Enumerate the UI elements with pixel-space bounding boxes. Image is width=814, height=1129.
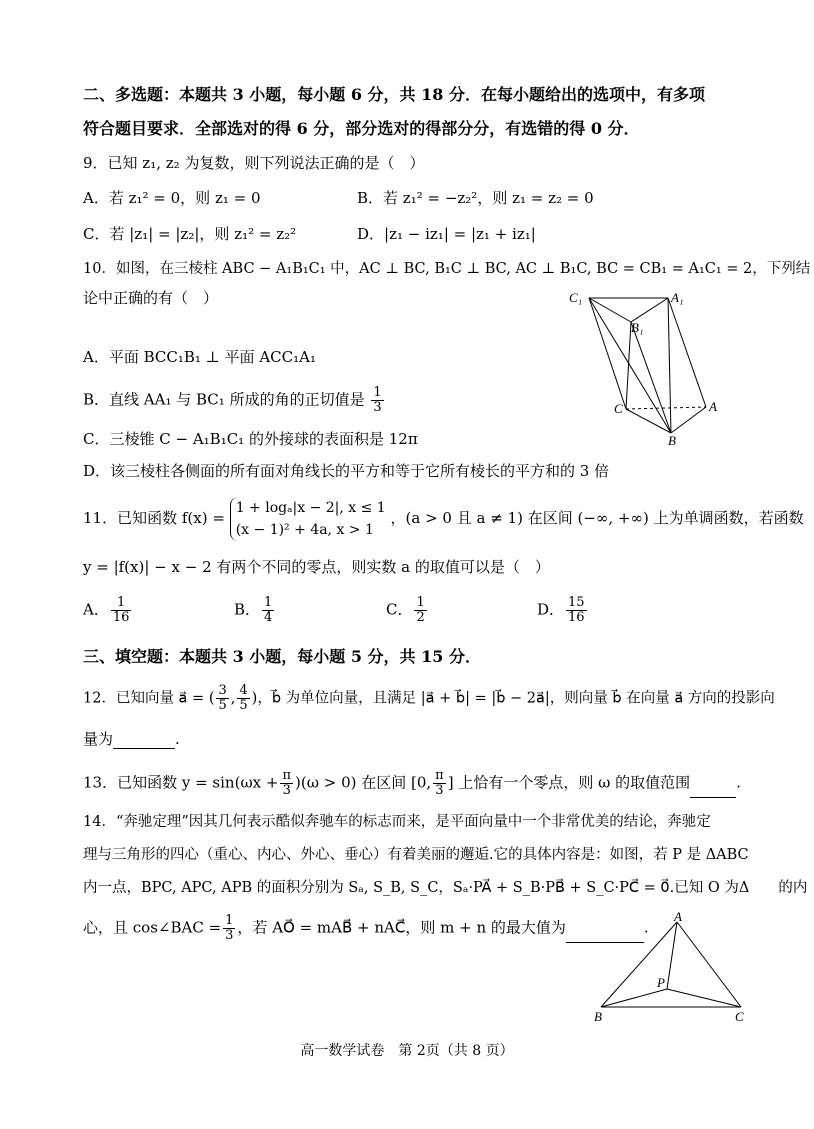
- q11-option-d-fraction: [566, 596, 587, 625]
- label-a: A: [709, 399, 717, 414]
- label-b: B: [594, 1009, 602, 1024]
- edge-a1-a: [668, 298, 706, 407]
- q9-option-c: C．若 |z₁| = |z₂|，则 z₁² = z₂²: [83, 225, 297, 243]
- q13-prefix: 13．已知函数 y = sin(ωx +: [83, 773, 279, 792]
- q11-condition: ，(a > 0 且 a ≠ 1) 在区间 (−∞, +∞) 上为单调函数，若函数: [390, 509, 804, 527]
- q10-option-b: [83, 386, 386, 415]
- fraction-numerator: 4: [239, 683, 248, 698]
- fraction-numerator: π: [435, 768, 444, 783]
- q9-stem: 9．已知 z₁, z₂ 为复数，则下列说法正确的是（ ）: [83, 154, 425, 172]
- fraction-numerator: 1: [264, 595, 273, 610]
- q11-stem-line1: [83, 497, 804, 541]
- q13-middle: )(ω > 0) 在区间 [0,: [295, 773, 432, 792]
- q12-stem-line1: 12．已知向量 a⃗ = ( $\frac{3}{5}$ , $\frac{4}{5}$ )，b⃗ 为单位向量，且满足 |a⃗ + b⃗| = |b⃗ − 2a⃗|，则向量 b⃗ 在向量 a⃗ 方向的投影向: [83, 683, 775, 713]
- q12-answer-prompt: 量为: [83, 730, 114, 748]
- q10-stem-line2: 论中正确的有（ ）: [83, 289, 219, 307]
- diagonal-c1-b: [589, 298, 671, 433]
- option-label: B．: [234, 600, 261, 619]
- edge-a1-b1: [631, 298, 668, 322]
- q12-prefix: 12．已知向量 a⃗ = (: [83, 690, 215, 707]
- fraction-denominator: 3: [435, 783, 444, 798]
- q11-case-2: (x − 1)² + 4a, x > 1: [235, 522, 374, 538]
- q14-line4-suffix: ，若 AO⃗ = mAB⃗ + nAC⃗，则 m + n 的最大值为: [237, 918, 566, 937]
- q13-suffix: ] 上恰有一个零点，则 ω 的取值范围: [447, 773, 691, 792]
- section2-heading-line1: 二、多选题：本题共 3 小题，每小题 6 分，共 18 分．在每小题给出的选项中，有多项: [83, 85, 705, 104]
- q11-prefix: 11．已知函数 f(x) =: [83, 509, 225, 527]
- fraction-numerator: 1: [373, 385, 382, 400]
- fraction-denominator: 3: [225, 928, 234, 943]
- edge-c1-c: [589, 298, 626, 409]
- page-footer: 高一数学试卷 第 2页（共 8 页）: [300, 1043, 514, 1059]
- option-label: D．: [537, 600, 565, 619]
- q14-line4: 心，且 cos∠BAC = $\frac{1}{3}$ ，若 AO⃗ = mAB⃗ + nAC⃗，则 m + n 的最大值为 .: [83, 913, 649, 943]
- q9-option-a: A．若 z₁² = 0，则 z₁ = 0: [83, 189, 261, 207]
- q14-line1: 14．“奔驰定理”因其几何表示酷似奔驰车的标志而来，是平面向量中一个非常优美的结论，奔驰定: [83, 814, 711, 830]
- q12-fraction-2: [237, 684, 249, 713]
- q11-option-c-fraction: [414, 596, 426, 625]
- option-label: A．: [83, 600, 109, 619]
- q12-condition: )，b⃗ 为单位向量，且满足 |a⃗ + b⃗| = |b⃗ − 2a⃗|，则向量 b⃗ 在向量 a⃗ 方向的投影向: [251, 690, 775, 707]
- section3-heading: 三、填空题：本题共 3 小题，每小题 5 分，共 15 分．: [83, 647, 481, 666]
- q13-answer-blank[interactable]: [690, 797, 736, 798]
- fraction-numerator: π: [282, 768, 292, 783]
- q13-fraction-2: [433, 769, 446, 798]
- fraction-denominator: 4: [264, 610, 273, 625]
- side-ab: [601, 922, 677, 1007]
- triangle-figure: [590, 910, 760, 1028]
- label-p: P: [657, 975, 665, 990]
- q9-option-d: D．|z₁ − iz₁| = |z₁ + iz₁|: [357, 225, 536, 243]
- diagonal-a1-b: [668, 298, 671, 433]
- q9-option-b: B．若 z₁² = −z₂²，则 z₁ = z₂ = 0: [357, 189, 594, 207]
- fraction-numerator: 1: [225, 913, 234, 928]
- section2-heading-line2: 符合题目要求．全部选对的得 6 分，部分选对的得部分分，有选错的得 0 分．: [83, 119, 640, 138]
- fraction-denominator: 3: [282, 783, 291, 798]
- edge-b-a: [671, 407, 706, 433]
- q11-case-1: 1 + logₐ|x − 2|, x ≤ 1: [235, 500, 386, 516]
- q12-answer-blank[interactable]: [113, 748, 175, 749]
- q13-fraction-1: [280, 769, 293, 798]
- fraction-denominator: 5: [218, 698, 227, 713]
- fraction-denominator: 2: [416, 610, 425, 625]
- segment-pb: [601, 989, 667, 1007]
- label-b1: B₁: [631, 320, 644, 335]
- fraction-denominator: 5: [239, 698, 248, 713]
- q11-option-a-fraction: [111, 596, 132, 625]
- label-b: B: [668, 433, 676, 448]
- q10-option-b-fraction: [371, 386, 383, 415]
- q11-stem-line2: y = |f(x)| − x − 2 有两个不同的零点，则实数 a 的取值可以是（ ）: [83, 558, 550, 576]
- q11-option-b-fraction: [262, 596, 274, 625]
- q14-line4-prefix: 心，且 cos∠BAC =: [83, 918, 222, 937]
- fraction-denominator: 3: [373, 400, 382, 415]
- q11-option-d: [537, 596, 589, 625]
- label-c: C: [735, 1009, 744, 1024]
- option-label: C．: [386, 600, 413, 619]
- q10-option-c: C．三棱锥 C − A₁B₁C₁ 的外接球的表面积是 12π: [83, 430, 418, 448]
- q10-option-b-text: B．直线 AA₁ 与 BC₁ 所成的角的正切值是: [83, 390, 365, 409]
- edge-c-a-hidden: [626, 407, 706, 409]
- q10-stem-line1: 10．如图，在三棱柱 ABC − A₁B₁C₁ 中，AC ⊥ BC, B₁C ⊥ BC, AC ⊥ B₁C, BC = CB₁ = A₁C₁ = 2，下列结: [83, 261, 811, 277]
- fraction-denominator: 16: [112, 610, 130, 625]
- fraction-numerator: 1: [416, 595, 425, 610]
- q14-line2: 理与三角形的四心（重心、内心、外心、垂心）有着美丽的邂逅.它的具体内容是：如图，若 P 是 ΔABC: [83, 847, 749, 863]
- label-c: C: [614, 401, 623, 416]
- q14-line3: 内一点，BPC, APC, APB 的面积分别为 Sₐ, S_B, S_C，Sₐ·PA⃗ + S_B·PB⃗ + S_C·PC⃗ = 0⃗.已知 O 为Δ 的内: [83, 880, 808, 896]
- q13-stem: 13．已知函数 y = sin(ωx + $\frac{\pi}{3}$ )(ω > 0) 在区间 [0, $\frac{\pi}{3}$ ] 上恰有一个零点，则 ω 的取值范围 .: [83, 768, 741, 798]
- q12-stem-line2: 量为 .: [83, 730, 180, 748]
- prism-figure: [565, 285, 740, 450]
- label-a: A: [674, 910, 682, 924]
- label-c1: C₁: [569, 290, 583, 305]
- q11-option-c: [386, 596, 429, 625]
- q10-option-d: D．该三棱柱各侧面的所有面对角线长的平方和等于它所有棱长的平方和的 3 倍: [83, 462, 610, 480]
- q12-fraction-1: [216, 684, 228, 713]
- fraction-denominator: 16: [568, 610, 585, 625]
- fraction-numerator: 1: [111, 596, 132, 611]
- q11-option-b: [234, 596, 276, 625]
- fraction-numerator: 15: [568, 595, 585, 610]
- q14-fraction: [223, 914, 235, 943]
- q11-piecewise: [230, 497, 386, 541]
- label-a1: A₁: [671, 290, 684, 305]
- q10-option-a: A．平面 BCC₁B₁ ⊥ 平面 ACC₁A₁: [83, 348, 316, 366]
- q11-option-a: [83, 596, 133, 625]
- fraction-numerator: 3: [218, 683, 227, 698]
